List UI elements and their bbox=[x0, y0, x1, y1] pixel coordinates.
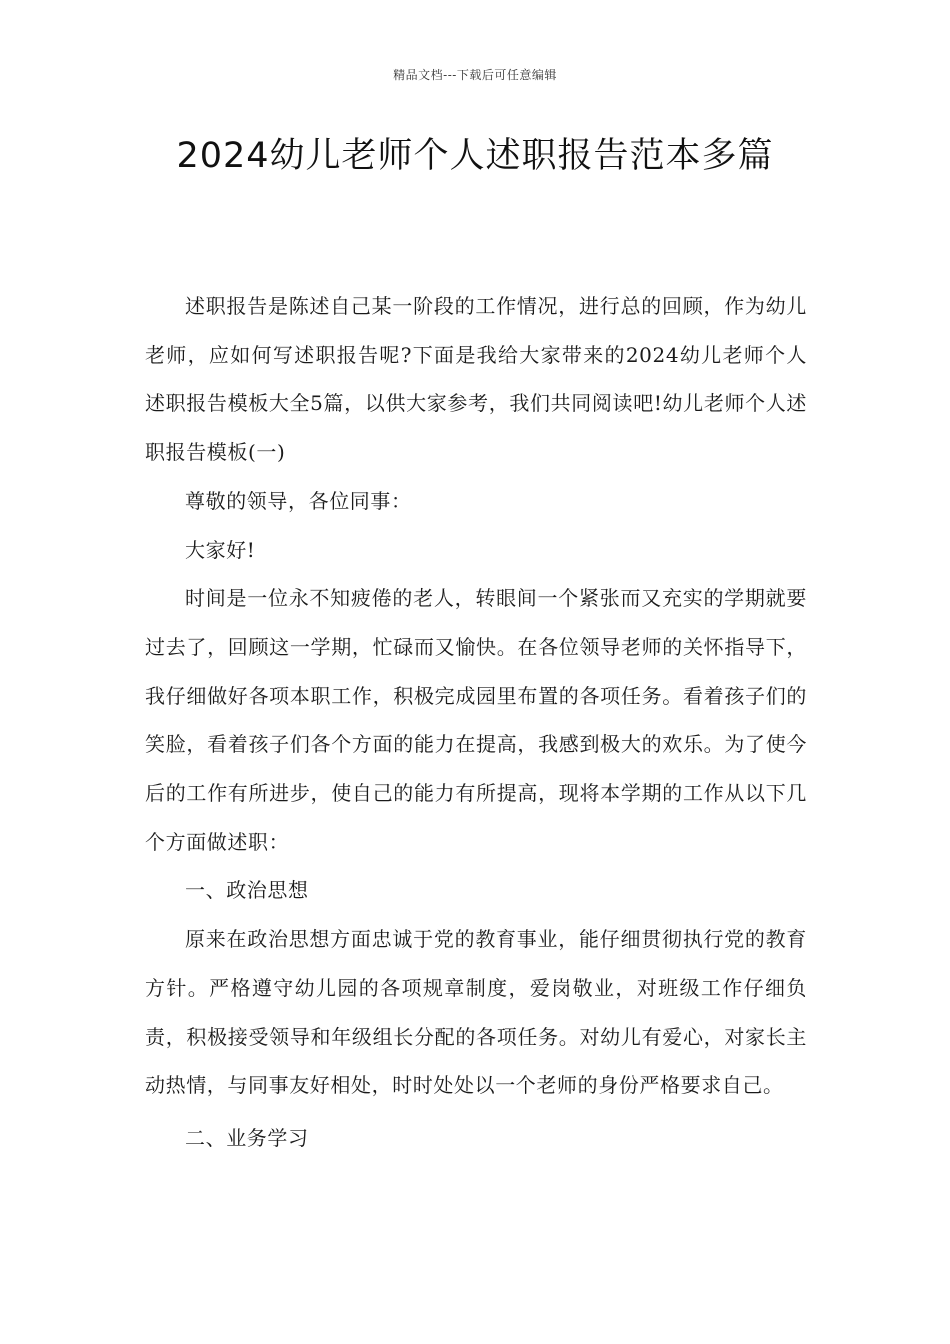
section-heading-politics: 一、政治思想 bbox=[185, 878, 309, 903]
section-heading-study: 二、业务学习 bbox=[185, 1125, 309, 1150]
document-title: 2024幼儿老师个人述职报告范本多篇 bbox=[176, 136, 774, 176]
politics-paragraph: 原来在政治思想方面忠诚于党的教育事业，能仔细贯彻执行党的教育方针。严格遵守幼儿园的各项规章制度，爱岗敬业，对班级工作仔细负责，积极接受领导和年级组长分配的各项任务。对幼儿有爱心，对家长主动热情，与同事友好相处，时时处处以一个老师的身份严格要求自己。 bbox=[145, 927, 807, 1098]
greeting-paragraph: 大家好! bbox=[185, 537, 256, 562]
intro-paragraph: 述职报告是陈述自己某一阶段的工作情况，进行总的回顾，作为幼儿老师，应如何写述职报告呢?下面是我给大家带来的2024幼儿老师个人述职报告模板大全5篇，以供大家参考，我们共同阅读吧!幼儿老师个人述职报告模板(一) bbox=[145, 294, 807, 465]
salutation-paragraph: 尊敬的领导，各位同事： bbox=[185, 488, 412, 513]
header-note: 精品文档---下载后可任意编辑 bbox=[393, 68, 557, 82]
summary-paragraph: 时间是一位永不知疲倦的老人，转眼间一个紧张而又充实的学期就要过去了，回顾这一学期，忙碌而又愉快。在各位领导老师的关怀指导下，我仔细做好各项本职工作，积极完成园里布置的各项任务。看着孩子们的笑脸，看着孩子们各个方面的能力在提高，我感到极大的欢乐。为了使今后的工作有所进步，使自己的能力有所提高，现将本学期的工作从以下几个方面做述职： bbox=[145, 586, 807, 854]
document-body bbox=[145, 282, 807, 1163]
